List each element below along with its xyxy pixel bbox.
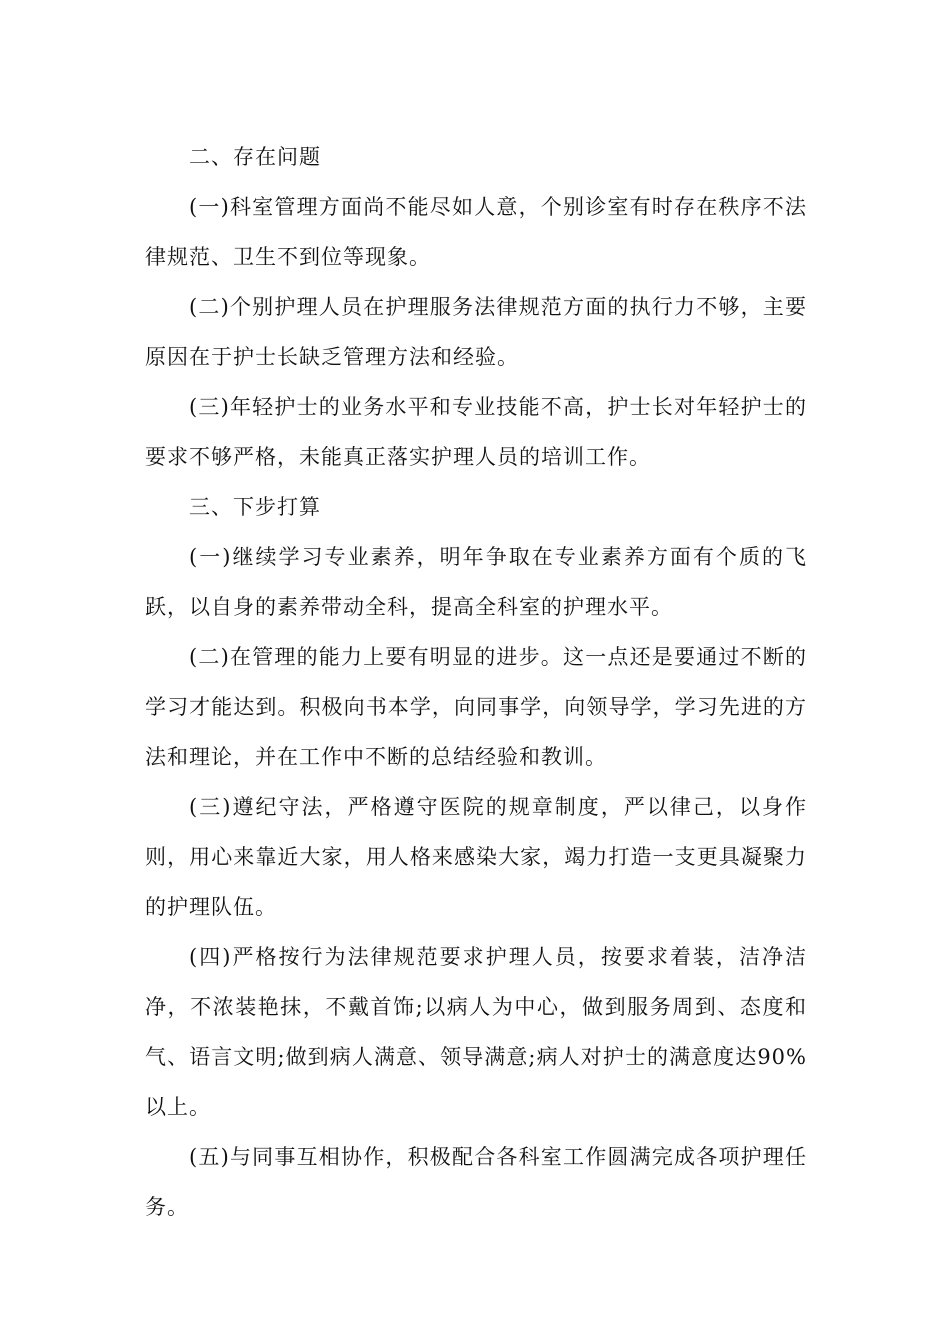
paragraph-plan-1: (一)继续学习专业素养，明年争取在专业素养方面有个质的飞跃，以自身的素养带动全科，提高全科室的护理水平。 <box>145 545 807 619</box>
paragraph-problem-1: (一)科室管理方面尚不能尽如人意，个别诊室有时存在秩序不法律规范、卫生不到位等现象。 <box>145 195 807 269</box>
paragraph-plan-2: (二)在管理的能力上要有明显的进步。这一点还是要通过不断的学习才能达到。积极向书本学，向同事学，向领导学，学习先进的方法和理论，并在工作中不断的总结经验和教训。 <box>145 645 807 769</box>
paragraph-problem-3: (三)年轻护士的业务水平和专业技能不高，护士长对年轻护士的要求不够严格，未能真正落实护理人员的培训工作。 <box>145 395 807 469</box>
paragraph-plan-4: (四)严格按行为法律规范要求护理人员，按要求着装，洁净洁净，不浓装艳抹，不戴首饰;以病人为中心，做到服务周到、态度和气、语言文明;做到病人满意、领导满意;病人对护士的满意度达90%以上。 <box>145 945 807 1119</box>
paragraph-plan-5: (五)与同事互相协作，积极配合各科室工作圆满完成各项护理任务。 <box>145 1145 807 1219</box>
section-heading-plans: 三、下步打算 <box>189 495 321 519</box>
paragraph-problem-2: (二)个别护理人员在护理服务法律规范方面的执行力不够，主要原因在于护士长缺乏管理方法和经验。 <box>145 295 807 369</box>
document-body <box>145 132 807 1232</box>
paragraph-plan-3: (三)遵纪守法，严格遵守医院的规章制度，严以律己，以身作则，用心来靠近大家，用人格来感染大家，竭力打造一支更具凝聚力的护理队伍。 <box>145 795 807 919</box>
section-heading-problems: 二、存在问题 <box>189 145 321 169</box>
